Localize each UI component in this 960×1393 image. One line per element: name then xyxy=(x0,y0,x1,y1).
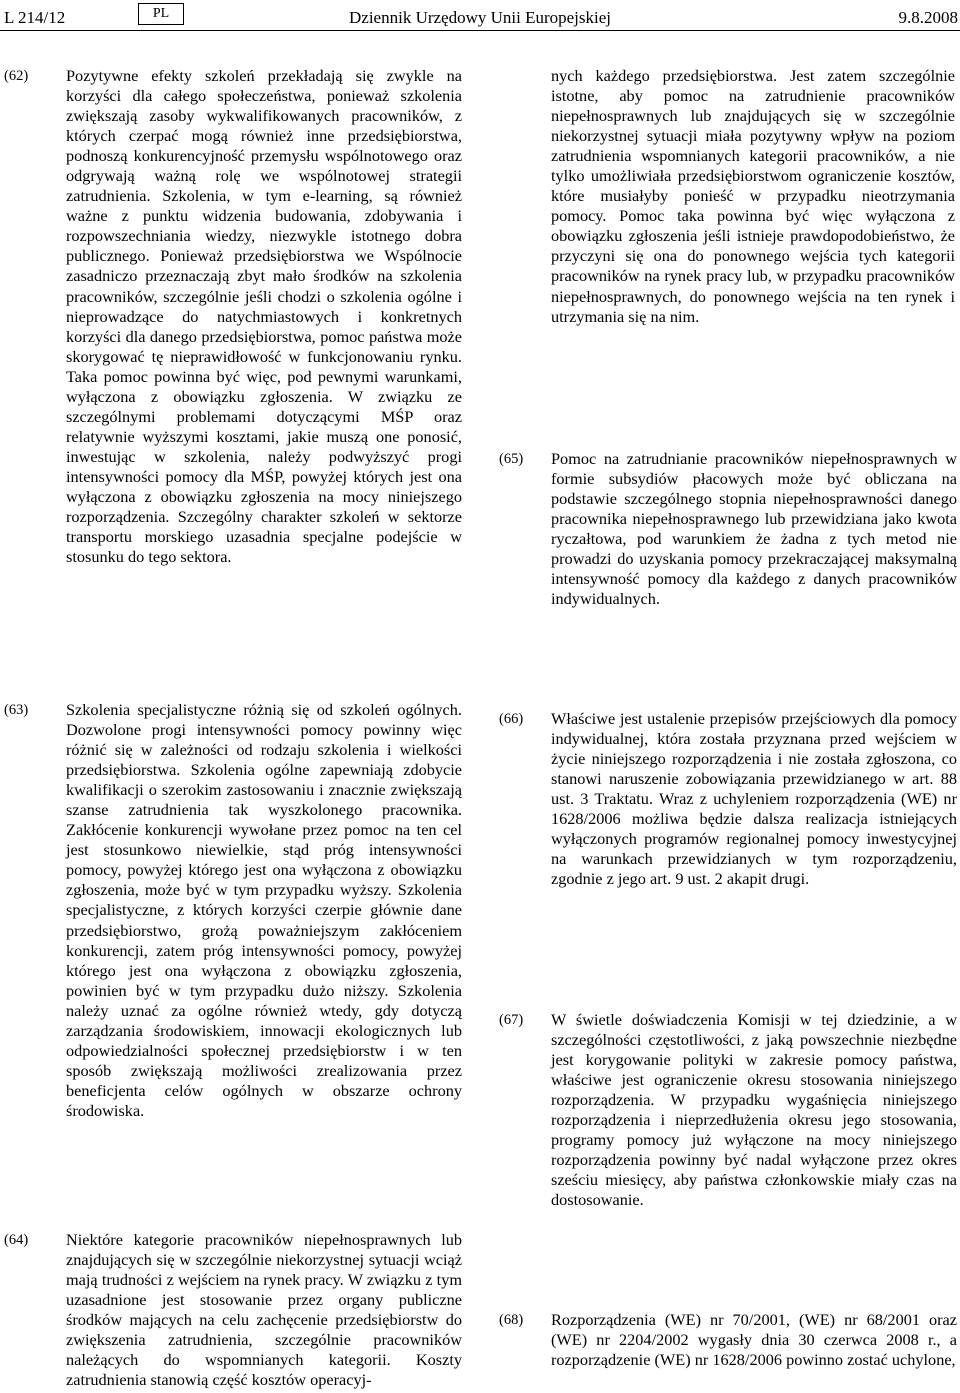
recital-number: (64) xyxy=(4,1232,29,1248)
recital-text: Niektóre kategorie pracowników niepełnosprawnych lub znajdujących się w szczególnie niekorzystnej sytuacji wciąż mają trudności z wejściem na rynek pracy. W związku z tym uzasadnione jest stosowanie przez organy publiczne środków mających na celu zachęcenie przedsiębiorstw do zwiększenia zatrudnienia, szczególnie pracowników należących do wspomnianych kategorii. Koszty zatrudnienia stanowią część kosztów operacyj- xyxy=(66,1230,462,1390)
language-badge: PL xyxy=(138,3,184,25)
recital-text: W świetle doświadczenia Komisji w tej dziedzinie, a w szczególności częstotliwości, z jaką powszechnie niezbędne jest korygowanie polityki w zakresie pomocy państwa, właściwe jest ograniczenie okresu stosowania niniejszego rozporządzenia. W przypadku wygaśnięcia niniejszego rozporządzenia i nieprzedłużenia okresu jego stosowania, programy pomocy już wyłączone na mocy niniejszego rozporządzenia powinny być nadal wyłączone przez okres sześciu miesięcy, aby państwa członkowskie miały czas na dostosowanie. xyxy=(551,1010,957,1210)
recital-text: Szkolenia specjalistyczne różnią się od szkoleń ogólnych. Dozwolone progi intensywności pomocy powinny więc różnić się w zależności od rodzaju szkolenia i wielkości przedsiębiorstwa. Szkolenia ogólne zapewniają zdobycie kwalifikacji o szerokim zastosowaniu i znacznie zwiększają szanse zatrudnienia tak wyszkolonego pracownika. Zakłócenie konkurencji wywołane przez pomoc na ten cel jest stosunkowo niewielkie, stąd próg intensywności pomocy, powyżej którego jest ona wyłączona z obowiązku zgłoszenia, może być w tym przypadku wyższy. Szkolenia specjalistyczne, z których korzyści czerpie głównie dane przedsiębiorstwo, grożą poważniejszym zakłóceniem konkurencji, zatem próg intensywności pomocy, powyżej którego jest ona wyłączona z obowiązku zgłoszenia, powinien być w tym przypadku dużo niższy. Szkolenia należy uznać za ogólne również wtedy, gdy dotyczą zarządzania środowiskiem, innowacji ekologicznych lub odpowiedzialności społecznej przedsiębiorstw i w ten sposób zwiększają możliwości zrealizowania przez beneficjenta celów ogólnych w obszarze ochrony środowiska. xyxy=(66,700,462,1120)
publication-date: 9.8.2008 xyxy=(898,8,958,27)
recital-number: (65) xyxy=(499,451,524,467)
page-number: L 214/12 xyxy=(4,8,66,27)
recital-number: (68) xyxy=(499,1312,524,1328)
header-rule xyxy=(0,30,960,31)
recital-number: (62) xyxy=(4,68,29,84)
recital-number: (63) xyxy=(4,702,29,718)
recital-text: Pomoc na zatrudnianie pracowników niepełnosprawnych w formie subsydiów płacowych może być obliczana na podstawie szczególnego stopnia niepełnosprawności danego pracownika niepełnosprawnego lub przewidziana jako kwota ryczałtowa, pod warunkiem że żadna z tych metod nie prowadzi do uzyskania pomocy przekraczającej maksymalną intensywność pomocy dla każdego z danych pracowników indywidualnych. xyxy=(551,449,957,609)
recital-text: Właściwe jest ustalenie przepisów przejściowych dla pomocy indywidualnej, która została przyznana przed wejściem w życie niniejszego rozporządzenia i nie została zgłoszona, co stanowi naruszenie zobowiązania przewidzianego w art. 88 ust. 3 Traktatu. Wraz z uchyleniem rozporządzenia (WE) nr 1628/2006 możliwa będzie dalsza realizacja istniejących wyłączonych programów regionalnej pomocy inwestycyjnej na warunkach przewidzianych w tym rozporządzeniu, zgodnie z jego art. 9 ust. 2 akapit drugi. xyxy=(551,709,957,889)
journal-title: Dziennik Urzędowy Unii Europejskiej xyxy=(349,8,612,27)
recital-text: Rozporządzenia (WE) nr 70/2001, (WE) nr 68/2001 oraz (WE) nr 2204/2002 wygasły dnia 30 czerwca 2008 r., a rozporządzenie (WE) nr 1628/2006 powinno zostać uchylone, xyxy=(551,1310,957,1370)
recital-text: Pozytywne efekty szkoleń przekładają się zwykle na korzyści dla całego społeczeństwa, ponieważ szkolenia zwiększają zasoby wykwalifikowanych pracowników, z których czerpać mogą również inne przedsiębiorstwa, podnoszą konkurencyjność przemysłu wspólnotowego oraz odgrywają ważną rolę we wspólnotowej strategii zatrudnienia. Szkolenia, w tym e-learning, są również ważne z punktu widzenia budowania, zdobywania i rozpowszechniania wiedzy, niezwykle istotnego dobra publicznego. Ponieważ przedsiębiorstwa we Wspólnocie zasadniczo przeznaczają zbyt mało środków na szkolenia pracowników, szczególnie jeśli chodzi o szkolenia ogólne i nieprowadzące do natychmiastowych i konkretnych korzyści dla danego przedsiębiorstwa, pomoc państwa może skorygować tę nieprawidłowość w funkcjonowaniu rynku. Taka pomoc powinna być więc, pod pewnymi warunkami, wyłączona z obowiązku zgłoszenia. W związku ze szczególnymi problemami dotyczącymi MŚP oraz relatywnie wyższymi kosztami, jakie muszą one ponosić, inwestując w szkolenia, należy podwyższyć progi intensywności pomocy dla MŚP, powyżej których jest ona wyłączona z obowiązku zgłoszenia na mocy niniejszego rozporządzenia. Szczególny charakter szkoleń w sektorze transportu morskiego uzasadnia specjalne podejście w stosunku do tego sektora. xyxy=(66,66,462,567)
recital-number: (67) xyxy=(499,1012,524,1028)
recital-text: nych każdego przedsiębiorstwa. Jest zatem szczególnie istotne, aby pomoc na zatrudnienie pracowników niepełnosprawnych lub znajdujących się w szczególnie niekorzystnej sytuacji miała pozytywny wpływ na poziom zatrudnienia wspomnianych kategorii pracowników, a nie tylko umożliwiała przedsiębiorstwom ograniczenie kosztów, które musiałyby ponieść w przypadku nieotrzymania pomocy. Pomoc taka powinna być więc wyłączona z obowiązku zgłoszenia jeśli istnieje prawdopodobieństwo, że przyczyni się ona do ponownego wejścia tych kategorii pracowników na rynek pracy lub, w przypadku pracowników niepełnosprawnych, do ponownego wejścia na ten rynek i utrzymania się na nim. xyxy=(551,66,955,326)
recital-number: (66) xyxy=(499,711,524,727)
page-header xyxy=(0,0,960,32)
